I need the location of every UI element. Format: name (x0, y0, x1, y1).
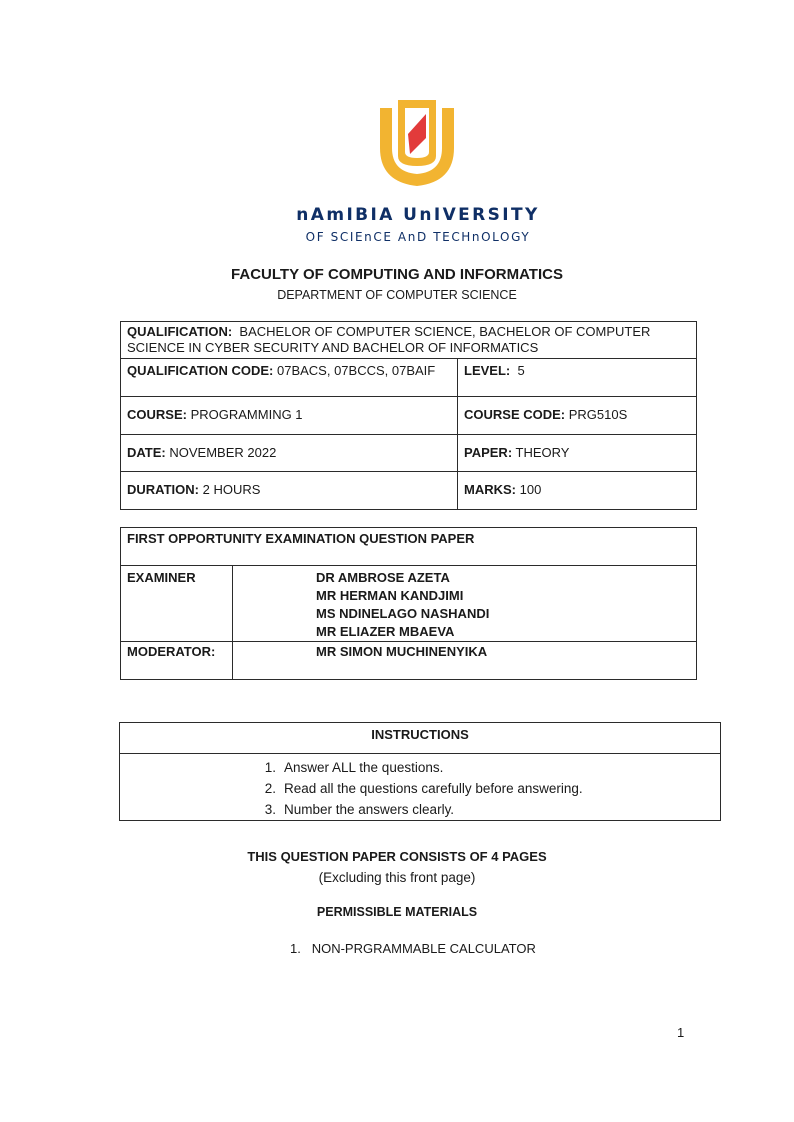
instruction-text: Answer ALL the questions. (284, 760, 444, 775)
examiners-table (120, 527, 697, 680)
level-cell (458, 359, 697, 397)
level-value: 5 (517, 363, 525, 378)
course-code-value: PRG510S (568, 407, 628, 422)
course-label: COURSE: (127, 407, 187, 422)
course-value: PROGRAMMING 1 (190, 407, 303, 422)
instruction-text: Number the answers clearly. (284, 802, 455, 817)
course-details-table (120, 321, 697, 510)
instruction-item (254, 757, 714, 778)
examiner-list (233, 566, 697, 642)
paper-value: THEORY (515, 445, 570, 460)
examiner-name: DR AMBROSE AZETA (316, 570, 450, 585)
page-count-subnote: (Excluding this front page) (318, 870, 476, 885)
course-code-label: COURSE CODE: (464, 407, 566, 422)
duration-cell (121, 472, 458, 510)
qualification-code-label: QUALIFICATION CODE: (127, 363, 274, 378)
course-cell (121, 397, 458, 435)
level-label: LEVEL: (464, 363, 511, 378)
qualification-code-cell (121, 359, 458, 397)
materials-text: NON-PRGRAMMABLE CALCULATOR (311, 941, 536, 956)
qualification-value: BACHELOR OF COMPUTER SCIENCE, BACHELOR OF COMPUTER SCIENCE IN CYBER SECURITY AND BACHELOR OF INFORMATICS (127, 324, 651, 355)
instructions-list (254, 757, 714, 820)
page-count-note: THIS QUESTION PAPER CONSISTS OF 4 PAGES (247, 849, 547, 864)
instruction-number: 3. (264, 802, 276, 817)
instruction-item (254, 799, 714, 820)
examiner-label: EXAMINER (121, 566, 233, 642)
marks-value: 100 (519, 482, 542, 497)
materials-number: 1. (290, 941, 301, 956)
date-value: NOVEMBER 2022 (169, 445, 277, 460)
qualification-code-value: 07BACS, 07BCCS, 07BAIF (276, 363, 436, 378)
paper-cell (458, 435, 697, 472)
instruction-number: 1. (264, 760, 276, 775)
duration-value: 2 HOURS (202, 482, 261, 497)
examiner-name: MR ELIAZER MBAEVA (316, 624, 455, 639)
materials-item (290, 941, 536, 956)
instruction-item (254, 778, 714, 799)
marks-cell (458, 472, 697, 510)
marks-label: MARKS: (464, 482, 516, 497)
instructions-list-cell (120, 754, 721, 821)
department-title: DEPARTMENT OF COMPUTER SCIENCE (277, 288, 517, 302)
date-label: DATE: (127, 445, 166, 460)
materials-title: PERMISSIBLE MATERIALS (316, 905, 478, 919)
instruction-number: 2. (264, 781, 276, 796)
instructions-table (119, 722, 721, 821)
course-code-cell (458, 397, 697, 435)
instruction-text: Read all the questions carefully before answering. (284, 781, 583, 796)
faculty-title: FACULTY OF COMPUTING AND INFORMATICS (231, 266, 563, 283)
qualification-cell (121, 322, 697, 359)
instructions-title: INSTRUCTIONS (120, 723, 721, 754)
moderator-label: MODERATOR: (121, 642, 233, 680)
university-subtitle: OF SCIEnCE AnD TECHnOLOGY (305, 230, 531, 244)
moderator-name: MR SIMON MUCHINENYIKA (233, 642, 697, 680)
university-name: nAmIBIA UnIVERSITY (296, 205, 540, 225)
duration-label: DURATION: (127, 482, 199, 497)
date-cell (121, 435, 458, 472)
examiner-name: MS NDINELAGO NASHANDI (316, 606, 490, 621)
university-logo-icon (372, 94, 462, 190)
paper-label: PAPER: (464, 445, 513, 460)
page-number: 1 (677, 1025, 685, 1040)
qualification-label: QUALIFICATION: (127, 324, 233, 339)
exam-title: FIRST OPPORTUNITY EXAMINATION QUESTION PAPER (121, 528, 697, 566)
examiner-name: MR HERMAN KANDJIMI (316, 588, 464, 603)
